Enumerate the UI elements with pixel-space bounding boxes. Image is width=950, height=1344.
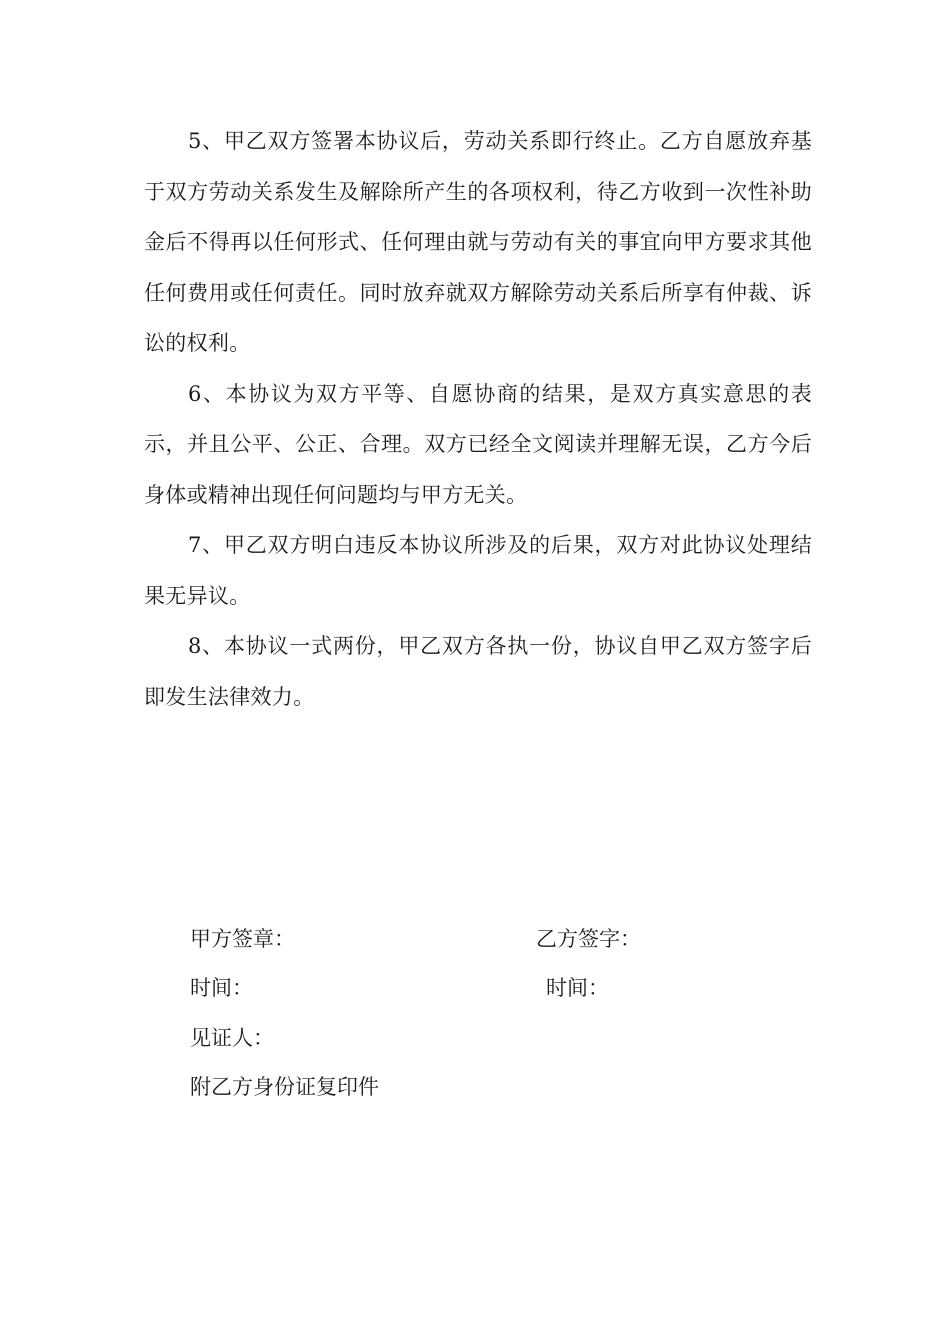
clause-6: 6、本协议为双方平等、自愿协商的结果，是双方真实意思的表示，并且公平、公正、合理。双方已经全文阅读并理解无误，乙方今后身体或精神出现任何问题均与甲方无关。 [144, 381, 812, 507]
attachment-note: 附乙方身份证复印件 [190, 1075, 379, 1099]
party-a-time-label: 时间： [190, 976, 253, 1000]
agreement-body [144, 116, 812, 722]
clause-8: 8、本协议一式两份，甲乙双方各执一份，协议自甲乙双方签字后即发生法律效力。 [144, 634, 812, 709]
party-a-seal-label: 甲方签章： [190, 927, 295, 951]
party-b-sign-label: 乙方签字： [536, 927, 641, 951]
clause-5: 5、甲乙双方签署本协议后，劳动关系即行终止。乙方自愿放弃基于双方劳动关系发生及解除所产生的各项权利，待乙方收到一次性补助金后不得再以任何形式、任何理由就与劳动有关的事宜向甲方要求其他任何费用或任何责任。同时放弃就双方解除劳动关系后所享有仲裁、诉讼的权利。 [144, 129, 812, 355]
party-b-time-label: 时间： [546, 976, 609, 1000]
clause-7: 7、甲乙双方明白违反本协议所涉及的后果，双方对此协议处理结果无异议。 [144, 533, 812, 608]
witness-label: 见证人： [190, 1026, 274, 1050]
